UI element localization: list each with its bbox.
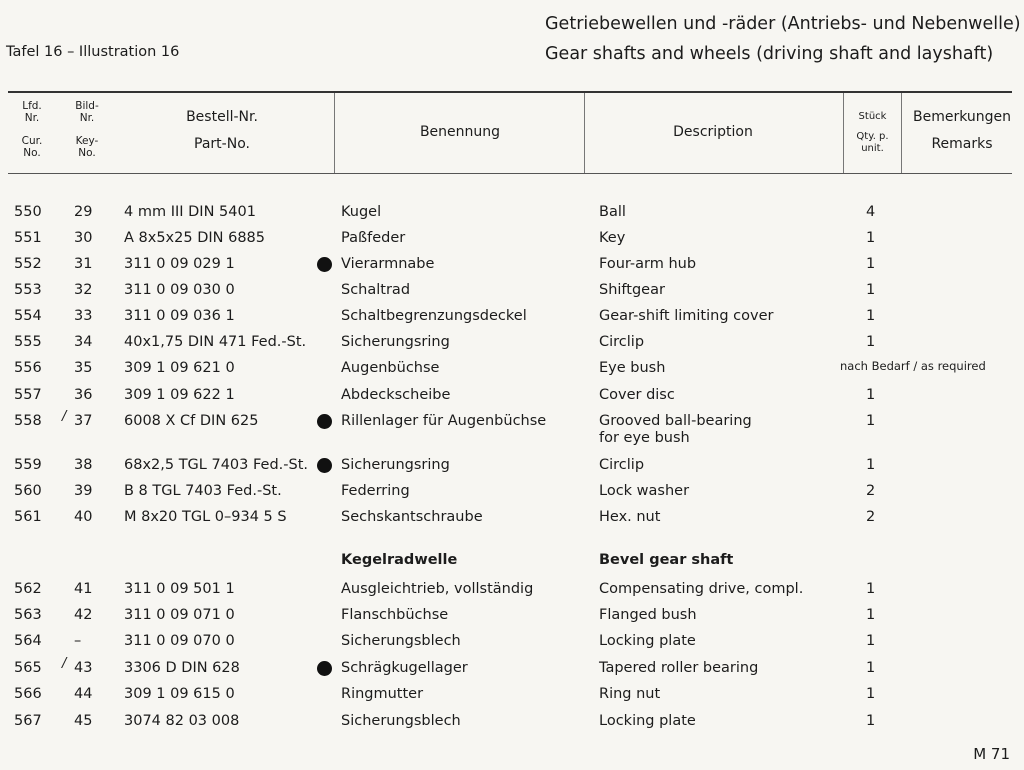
quantity-cell: 2 [866, 483, 876, 499]
column-divider [584, 93, 585, 173]
part-number: 6008 X Cf DIN 625 [124, 413, 259, 429]
key-number: 34 [74, 334, 93, 350]
bullet-marker-icon [317, 414, 332, 429]
col-part-label: Bestell-Nr. Part-No. [186, 109, 258, 152]
description-cell: Grooved ball-bearing [599, 413, 752, 429]
col-remarks-label: Bemerkungen Remarks [912, 109, 1012, 152]
key-number: 29 [74, 204, 93, 220]
benennung-cell: Vierarmnabe [341, 256, 435, 272]
benennung-cell: Ringmutter [341, 686, 424, 702]
key-number: 45 [74, 713, 93, 729]
quantity-cell: 1 [866, 660, 876, 676]
key-number: 43 [74, 660, 93, 676]
part-number: 3074 82 03 008 [124, 713, 240, 729]
quantity-cell: 1 [866, 633, 876, 649]
part-number: 309 1 09 621 0 [124, 360, 235, 376]
col-cur-label: Lfd. Nr. Cur. No. [21, 100, 43, 159]
part-number: 311 0 09 030 0 [124, 282, 235, 298]
section-heading-german: Kegelradwelle [341, 552, 458, 568]
benennung-cell: Abdeckscheibe [341, 387, 451, 403]
description-cell: Gear-shift limiting cover [599, 308, 774, 324]
description-cell-line2: for eye bush [599, 430, 690, 446]
quantity-cell: 1 [866, 256, 876, 272]
part-number: 311 0 09 029 1 [124, 256, 235, 272]
cur-number: 566 [14, 686, 42, 702]
benennung-cell: Schrägkugellager [341, 660, 468, 676]
col-qty-label: Stück Qty. p. unit. [856, 111, 889, 154]
key-number: 41 [74, 581, 93, 597]
description-cell: Tapered roller bearing [599, 660, 759, 676]
quantity-cell: 1 [866, 607, 876, 623]
cur-number: 557 [14, 387, 42, 403]
part-number: 4 mm III DIN 5401 [124, 204, 256, 220]
key-number: 38 [74, 457, 93, 473]
key-number: – [74, 633, 82, 649]
quantity-cell: 1 [866, 413, 876, 429]
part-number: 311 0 09 071 0 [124, 607, 235, 623]
description-cell: Cover disc [599, 387, 675, 403]
key-number: 36 [74, 387, 93, 403]
description-cell: Key [599, 230, 626, 246]
quantity-cell: 1 [866, 334, 876, 350]
column-divider [901, 93, 902, 173]
part-number: 311 0 09 036 1 [124, 308, 235, 324]
benennung-cell: Sicherungsblech [341, 633, 461, 649]
key-number: 33 [74, 308, 93, 324]
key-number: 32 [74, 282, 93, 298]
part-number: 311 0 09 501 1 [124, 581, 235, 597]
quantity-cell: 1 [866, 581, 876, 597]
quantity-cell: 1 [866, 457, 876, 473]
cur-number: 559 [14, 457, 42, 473]
quantity-cell: 2 [866, 509, 876, 525]
quantity-cell: 1 [866, 308, 876, 324]
title-english: Gear shafts and wheels (driving shaft and layshaft) [545, 44, 994, 64]
benennung-cell: Paßfeder [341, 230, 406, 246]
cur-number: 564 [14, 633, 42, 649]
col-benennung-label: Benennung [419, 124, 501, 140]
description-cell: Circlip [599, 334, 645, 350]
benennung-cell: Ausgleichtrieb, vollständig [341, 581, 534, 597]
benennung-cell: Flanschbüchse [341, 607, 449, 623]
description-cell: Locking plate [599, 713, 696, 729]
description-cell: Lock washer [599, 483, 690, 499]
quantity-cell: 4 [866, 204, 876, 220]
description-cell: Locking plate [599, 633, 696, 649]
cur-number: 560 [14, 483, 42, 499]
col-description-label: Description [673, 124, 753, 140]
part-number: 311 0 09 070 0 [124, 633, 235, 649]
part-number: A 8x5x25 DIN 6885 [124, 230, 265, 246]
cur-number: 556 [14, 360, 42, 376]
description-cell: Circlip [599, 457, 645, 473]
key-number: 42 [74, 607, 93, 623]
table-top-rule [8, 91, 1012, 93]
benennung-cell: Sechskantschraube [341, 509, 483, 525]
cur-number: 554 [14, 308, 42, 324]
cur-number: 558 [14, 413, 42, 429]
benennung-cell: Rillenlager für Augenbüchse [341, 413, 547, 429]
benennung-cell: Federring [341, 483, 410, 499]
benennung-cell: Sicherungsring [341, 457, 450, 473]
cur-number: 551 [14, 230, 42, 246]
cur-number: 567 [14, 713, 42, 729]
bullet-marker-icon [317, 257, 332, 272]
quantity-cell: 1 [866, 686, 876, 702]
description-cell: Compensating drive, compl. [599, 581, 804, 597]
key-number: 30 [74, 230, 93, 246]
description-cell: Ring nut [599, 686, 661, 702]
key-number: 44 [74, 686, 93, 702]
col-key-label: Bild- Nr. Key- No. [75, 100, 99, 159]
section-heading-english: Bevel gear shaft [599, 552, 734, 568]
handwritten-tick-mark: / [62, 409, 67, 424]
key-number: 39 [74, 483, 93, 499]
cur-number: 561 [14, 509, 42, 525]
benennung-cell: Schaltbegrenzungsdeckel [341, 308, 527, 324]
quantity-cell: 1 [866, 230, 876, 246]
description-cell: Flanged bush [599, 607, 697, 623]
cur-number: 550 [14, 204, 42, 220]
part-number: 309 1 09 615 0 [124, 686, 235, 702]
cur-number: 563 [14, 607, 42, 623]
remark-cell: nach Bedarf / as required [840, 359, 986, 373]
part-number: 3306 D DIN 628 [124, 660, 240, 676]
key-number: 37 [74, 413, 93, 429]
quantity-cell: 1 [866, 713, 876, 729]
description-cell: Eye bush [599, 360, 666, 376]
quantity-cell: 1 [866, 282, 876, 298]
cur-number: 562 [14, 581, 42, 597]
part-number: M 8x20 TGL 0–934 5 S [124, 509, 287, 525]
description-cell: Four-arm hub [599, 256, 697, 272]
column-divider [843, 93, 844, 173]
quantity-cell: 1 [866, 387, 876, 403]
benennung-cell: Sicherungsblech [341, 713, 461, 729]
key-number: 31 [74, 256, 93, 272]
part-number: B 8 TGL 7403 Fed.-St. [124, 483, 282, 499]
key-number: 40 [74, 509, 93, 525]
table-header-rule [8, 173, 1012, 174]
cur-number: 553 [14, 282, 42, 298]
benennung-cell: Kugel [341, 204, 382, 220]
part-number: 68x2,5 TGL 7403 Fed.-St. [124, 457, 309, 473]
benennung-cell: Schaltrad [341, 282, 411, 298]
description-cell: Shiftgear [599, 282, 665, 298]
plate-label: Tafel 16 – Illustration 16 [6, 44, 180, 60]
bullet-marker-icon [317, 661, 332, 676]
cur-number: 555 [14, 334, 42, 350]
part-number: 40x1,75 DIN 471 Fed.-St. [124, 334, 307, 350]
benennung-cell: Sicherungsring [341, 334, 450, 350]
page-number: M 71 [973, 745, 1010, 763]
part-number: 309 1 09 622 1 [124, 387, 235, 403]
description-cell: Ball [599, 204, 626, 220]
description-cell: Hex. nut [599, 509, 661, 525]
handwritten-tick-mark: / [62, 656, 67, 671]
bullet-marker-icon [317, 458, 332, 473]
column-divider [334, 93, 335, 173]
cur-number: 565 [14, 660, 42, 676]
key-number: 35 [74, 360, 93, 376]
benennung-cell: Augenbüchse [341, 360, 440, 376]
title-german: Getriebewellen und -räder (Antriebs- und Nebenwelle) [545, 14, 1021, 34]
cur-number: 552 [14, 256, 42, 272]
